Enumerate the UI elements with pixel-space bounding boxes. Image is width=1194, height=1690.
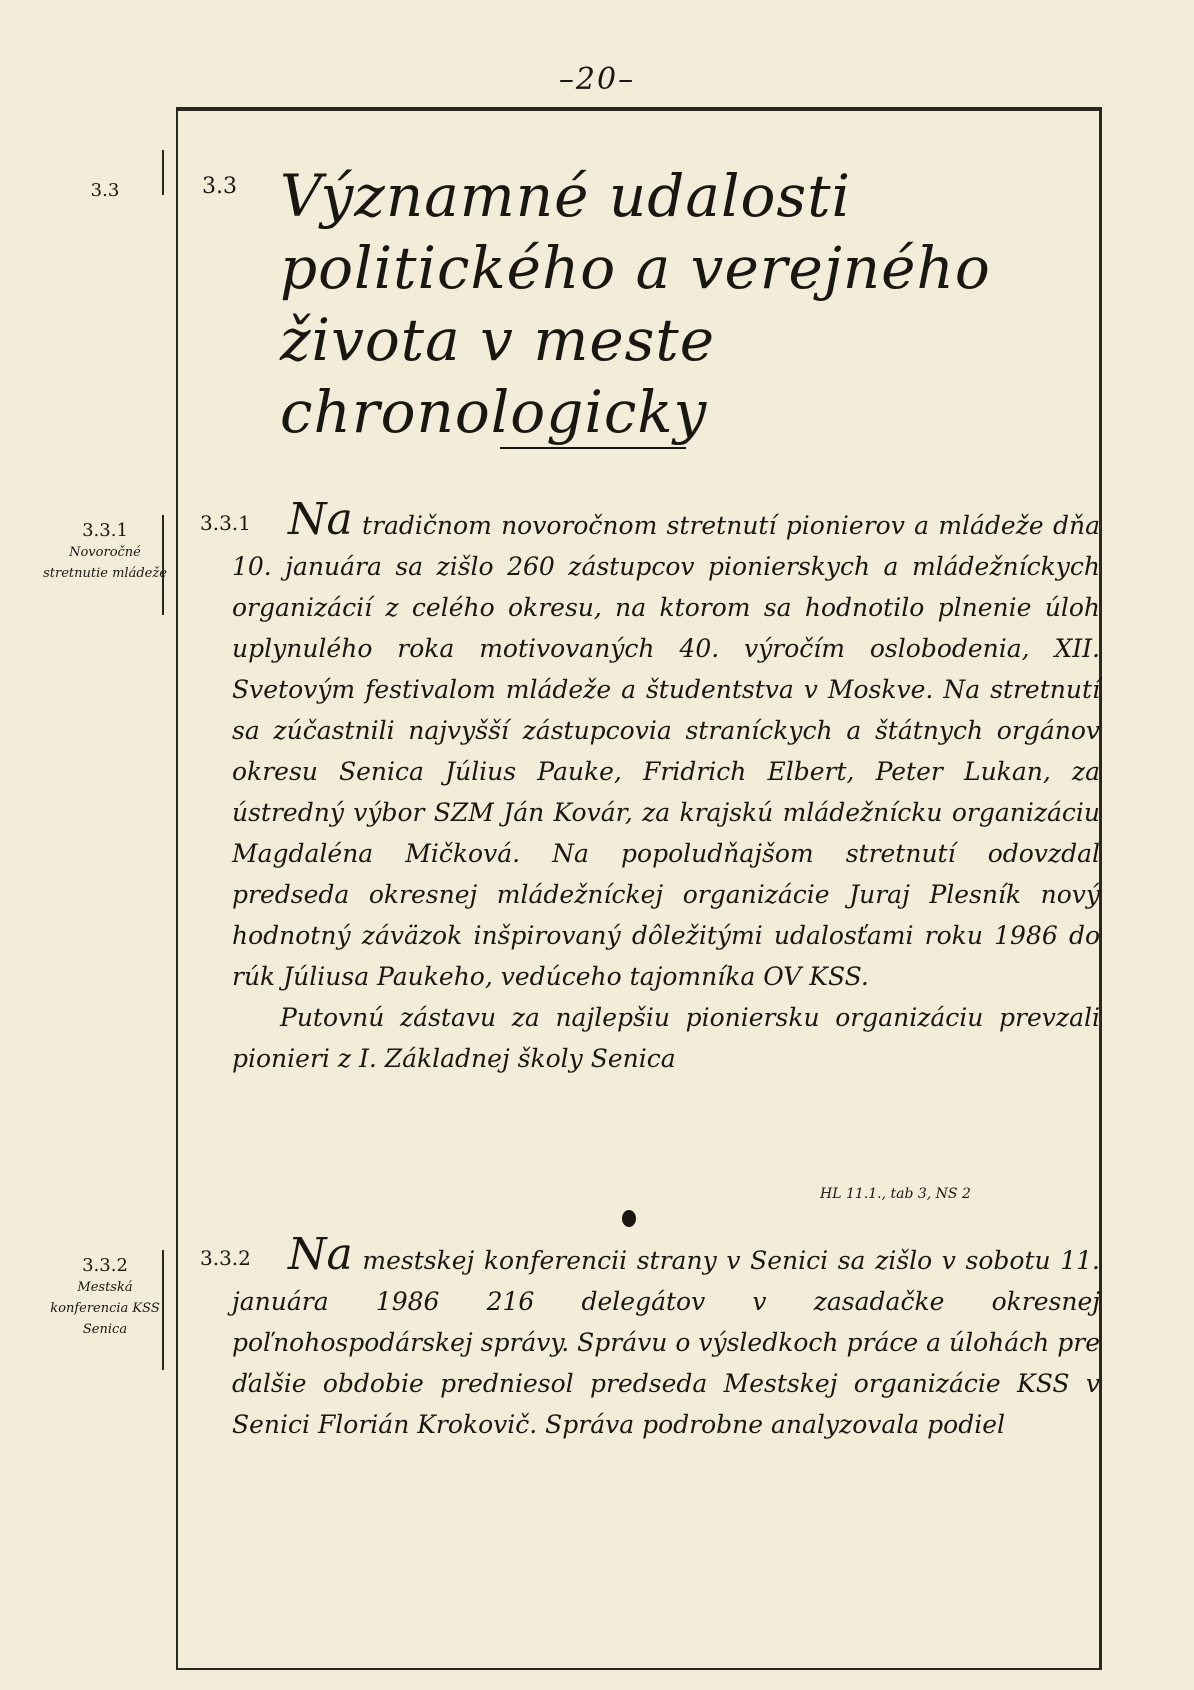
- entry-initial: Na: [288, 494, 353, 545]
- entry-text: mestskej konferencii strany v Senici sa zišlo v sobotu 11. januára 1986 216 delegátov v zasadačke okresnej poľnohospodárskej správy. Správu o výsledkoch práce a úlohách pre ďalšie obdobie predniesol predseda Mestskej organizácie KSS v Senici Florián Krokovič. Správa podrobne analyzovala podiel: [232, 1246, 1100, 1439]
- entry-body: [232, 1229, 1100, 1445]
- margin-note-text: Mestská konferencia KSS Senica: [50, 1280, 160, 1337]
- section-title: Významné udalosti politického a verejného života v meste chronologicky: [280, 162, 991, 446]
- entry-number: 3.3.1: [200, 511, 251, 535]
- margin-note-3-3: [40, 180, 170, 202]
- margin-number: 3.3.1: [82, 520, 128, 541]
- ink-dot: [622, 1210, 636, 1227]
- source-reference: HL 11.1., tab 3, NS 2: [820, 1186, 971, 1202]
- margin-note-text: Novoročné stretnutie mládeže: [43, 545, 167, 581]
- title-underline: [500, 447, 686, 449]
- entry-initial: Na: [288, 1229, 353, 1280]
- entry-number: 3.3.2: [200, 1246, 251, 1270]
- entry-body: [232, 494, 1100, 1079]
- margin-number: 3.3.2: [82, 1255, 128, 1276]
- page-number: –20–: [558, 62, 636, 97]
- entry-paragraph-2: Putovnú zástavu za najlepšiu pioniersku organizáciu prevzali pionieri z I. Základnej školy Senica: [232, 1003, 1100, 1073]
- margin-note-3-3-1: [40, 520, 170, 584]
- margin-number: 3.3: [90, 180, 120, 201]
- section-number: 3.3: [202, 174, 237, 199]
- entry-text: tradičnom novoročnom stretnutí pionierov a mládeže dňa 10. januára sa zišlo 260 zástupcov pionierskych a mládežníckych organizácií z celého okresu, na ktorom sa hodnotilo plnenie úloh uplynulého roka motivovaných 40. výročím oslobodenia, XII. Svetovým festivalom mládeže a študentstva v Moskve. Na stretnutí sa zúčastnili najvyšší zástupcovia straníckych a štátnych orgánov okresu Senica Július Pauke, Fridrich Elbert, Peter Lukan, za ústredný výbor SZM Ján Kovár, za krajskú mládežnícku organizáciu Magdaléna Mičková. Na popoludňajšom stretnutí odovzdal predseda okresnej mládežníckej organizácie Juraj Plesník nový hodnotný záväzok inšpirovaný dôležitými udalosťami roku 1986 do rúk Júliusa Paukeho, vedúceho tajomníka OV KSS.: [232, 511, 1100, 991]
- margin-note-3-3-2: [40, 1255, 170, 1340]
